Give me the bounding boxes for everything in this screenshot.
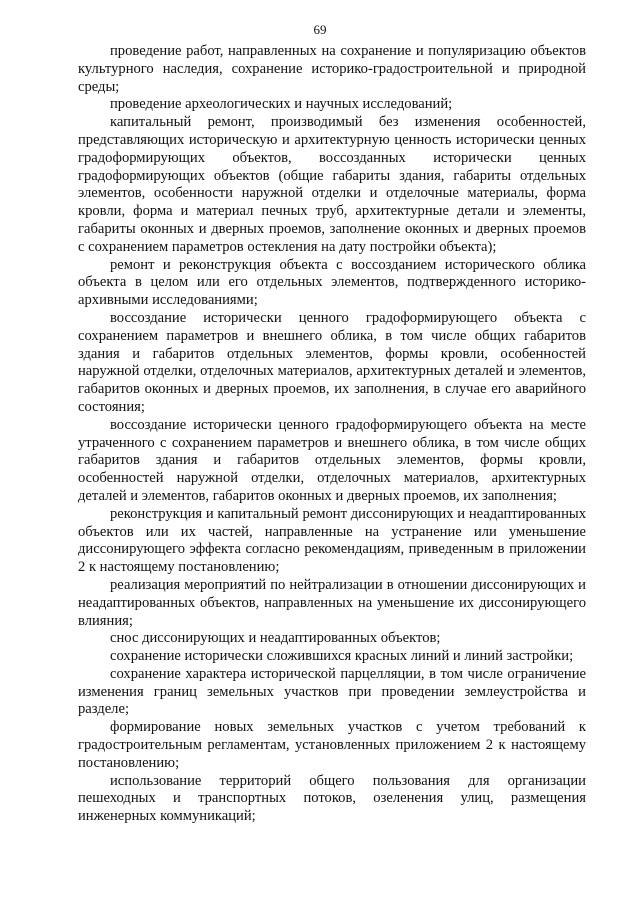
paragraph-12: формирование новых земельных участков с учетом требований к градостроительным регламентам, установленных приложением 2 к настоящему постановлению; (78, 719, 586, 771)
paragraph-9: снос диссонирующих и неадаптированных объектов; (110, 630, 441, 647)
paragraph-8: реализация мероприятий по нейтрализации в отношении диссонирующих и неадаптированных объектов, направленных на уменьшение их диссонирующего влияния; (78, 576, 586, 629)
paragraph-3: капитальный ремонт, производимый без изменения особенностей, представляющих историческую и архитектурную ценность исторически ценных градоформирующих объектов, воссозданных исторически ценных градоформирующих объектов (общие габариты здания, габариты отдельных элементов, особенности наружной отделки и отделочные материалы, форма кровли, форма и материал печных труб, архитектурные детали и элементы, габариты оконных и дверных проемов, заполнение оконных и дверных проемов с сохранением параметров остекления на дату постройки объекта); (78, 114, 586, 255)
paragraph-11: сохранение характера исторической парцелляции, в том числе ограничение изменения границ земельных участков при проведении землеустройства и разделе; (78, 665, 586, 718)
paragraph-5: воссоздание исторически ценного градоформирующего объекта с сохранением параметров и внешнего облика, в том числе общих габаритов здания и габаритов отдельных элементов, формы кровли, особенностей наружной отделки, отделочных материалов, архитектурных деталей и элементов, габаритов оконных и дверных проемов, их заполнения, в случае его аварийного состояния; (78, 309, 586, 415)
paragraph-6: воссоздание исторически ценного градоформирующего объекта на месте утраченного с сохранением параметров и внешнего облика, в том числе общих габаритов здания и габаритов отдельных элементов, формы кровли, особенностей наружной отделки, отделочных материалов, архитектурных деталей и элементов, габаритов оконных и дверных проемов, их заполнения; (78, 416, 586, 504)
paragraph-13: использование территорий общего пользования для организации пешеходных и транспортных потоков, озеленения улиц, размещения инженерных коммуникаций; (78, 772, 586, 825)
paragraph-7: реконструкция и капитальный ремонт диссонирующих и неадаптированных объектов или их частей, направленные на устранение или уменьшение диссонирующего эффекта согласно рекомендациям, приведенным в приложении 2 к настоящему постановлению; (78, 505, 586, 576)
paragraph-2: проведение археологических и научных исследований; (110, 96, 453, 113)
paragraph-4: ремонт и реконструкция объекта с воссозданием исторического облика объекта в целом или его отдельных элементов, подтвержденного историко-архивными исследованиями; (78, 256, 586, 309)
paragraph-1: проведение работ, направленных на сохранение и популяризацию объектов культурного наследия, сохранение историко-градостроительной и природной среды; (78, 43, 586, 95)
document-body (78, 43, 586, 826)
paragraph-10: сохранение исторически сложившихся красных линий и линий застройки; (110, 648, 574, 665)
page-number: 69 (313, 22, 327, 37)
